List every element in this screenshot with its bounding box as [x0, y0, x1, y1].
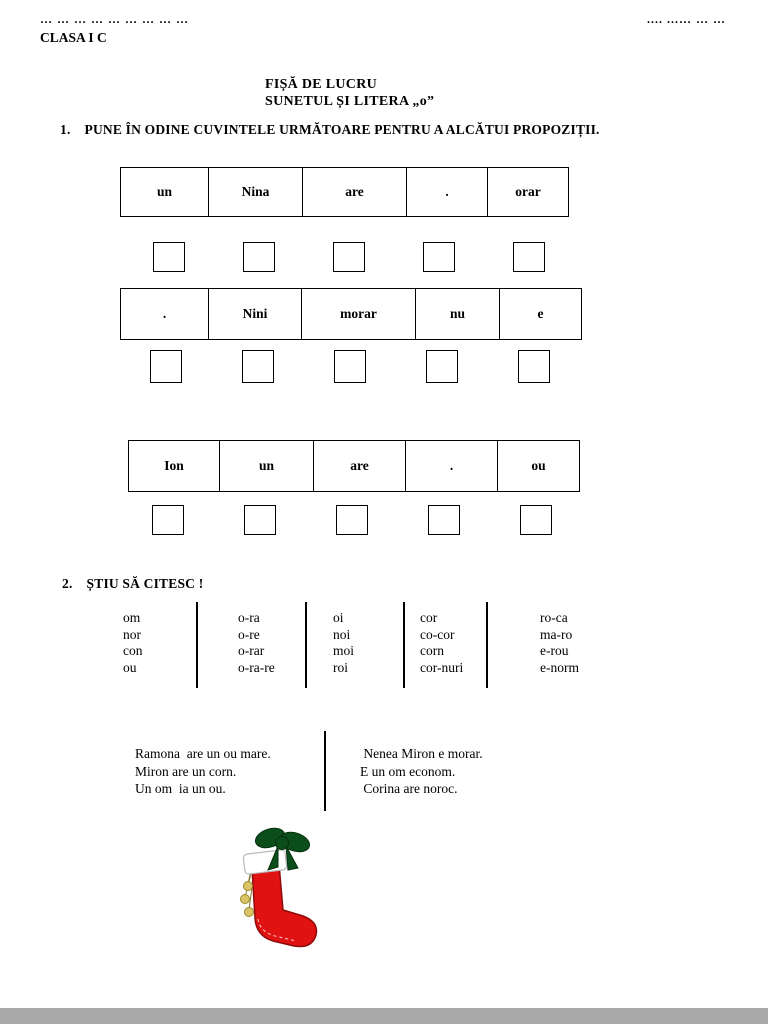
sentence-line: Miron are un corn.: [135, 763, 237, 779]
sentences-right: [360, 745, 483, 798]
reading-column-5: [540, 610, 579, 676]
reading-word: ou: [123, 659, 137, 675]
answer-box: [520, 505, 552, 535]
answer-box: [153, 242, 185, 272]
answer-box: [336, 505, 368, 535]
reading-word: o-ra: [238, 610, 260, 625]
word-table-3: [128, 440, 580, 492]
sentences-divider: [324, 731, 326, 811]
sentence-line: Ramona are un ou mare.: [135, 746, 271, 761]
word-cell: .: [407, 168, 488, 216]
answer-box: [243, 242, 275, 272]
word-table-2: [120, 288, 582, 340]
reading-word: ro-ca: [540, 610, 568, 625]
exercise1-heading: [60, 122, 600, 138]
word-cell: nu: [416, 289, 500, 339]
column-divider: [196, 602, 198, 688]
christmas-stocking-icon: [218, 824, 326, 958]
word-cell: e: [537, 306, 544, 321]
answer-box-row-3: [152, 505, 552, 535]
stocking-image: [218, 824, 326, 958]
reading-word: con: [123, 643, 143, 658]
header-dots-right: .... ...… … …: [647, 12, 726, 26]
word-cell: un: [220, 441, 314, 491]
reading-word: o-re: [238, 626, 260, 642]
worksheet-subtitle: SUNETUL ȘI LITERA „o”: [265, 94, 435, 109]
reading-word: roi: [333, 659, 348, 675]
word-table-1: [120, 167, 569, 217]
answer-box: [334, 350, 366, 383]
header-dots-left: … … … … … … … … …: [40, 12, 189, 26]
answer-box: [428, 505, 460, 535]
word-cell: un: [121, 168, 209, 216]
answer-box-row-2: [150, 350, 550, 383]
answer-box-row-1: [153, 242, 545, 272]
word-cell: ou: [531, 458, 546, 473]
word-cell: Nina: [209, 168, 303, 216]
exercise1-number: 1.: [60, 122, 71, 137]
column-divider: [403, 602, 405, 688]
worksheet-title-block: [265, 76, 434, 110]
column-divider: [486, 602, 488, 688]
reading-word: co-cor: [420, 626, 455, 642]
reading-column-3: [333, 610, 354, 676]
reading-word: nor: [123, 626, 141, 642]
reading-word: corn: [420, 643, 444, 658]
sentence-line: Corina are noroc.: [360, 781, 458, 796]
word-cell: are: [303, 168, 407, 216]
answer-box: [518, 350, 550, 383]
answer-box: [150, 350, 182, 383]
reading-word: noi: [333, 626, 351, 642]
answer-box: [426, 350, 458, 383]
reading-word: ma-ro: [540, 626, 573, 642]
answer-box: [242, 350, 274, 383]
worksheet-title: FIȘĂ DE LUCRU: [265, 77, 378, 92]
reading-word: cor: [420, 610, 438, 625]
exercise1-instruction: PUNE ÎN ODINE CUVINTELE URMĂTOARE PENTRU A ALCĂTUI PROPOZIȚII.: [84, 122, 600, 137]
reading-word: o-ra-re: [238, 659, 275, 675]
answer-box: [333, 242, 365, 272]
sentences-left: [135, 745, 271, 798]
word-cell: morar: [302, 289, 416, 339]
answer-box: [152, 505, 184, 535]
word-cell: Ion: [129, 441, 220, 491]
answer-box: [513, 242, 545, 272]
exercise2-heading: [62, 576, 203, 592]
reading-word: oi: [333, 610, 344, 625]
reading-word: e-norm: [540, 659, 579, 675]
word-cell: Nini: [209, 289, 302, 339]
class-label: CLASA I C: [40, 30, 107, 45]
word-cell: .: [121, 289, 209, 339]
sentence-line: Nenea Miron e morar.: [360, 746, 483, 761]
exercise2-number: 2.: [62, 576, 73, 591]
reading-column-1: [123, 610, 143, 676]
reading-word: e-rou: [540, 643, 569, 658]
reading-word: moi: [333, 643, 355, 658]
reading-word: cor-nuri: [420, 659, 464, 675]
answer-box: [244, 505, 276, 535]
reading-column-4: [420, 610, 463, 676]
word-cell: are: [314, 441, 406, 491]
exercise2-instruction: ȘTIU SĂ CITESC !: [86, 576, 204, 591]
reading-word: om: [123, 610, 141, 625]
page-bottom-edge: [0, 1008, 768, 1024]
sentence-line: Un om ia un ou.: [135, 781, 226, 796]
word-cell: .: [406, 441, 498, 491]
column-divider: [305, 602, 307, 688]
reading-word: o-rar: [238, 643, 265, 658]
answer-box: [423, 242, 455, 272]
word-cell: orar: [515, 184, 541, 199]
reading-column-2: [238, 610, 275, 676]
sentence-line: E un om econom.: [360, 763, 456, 779]
